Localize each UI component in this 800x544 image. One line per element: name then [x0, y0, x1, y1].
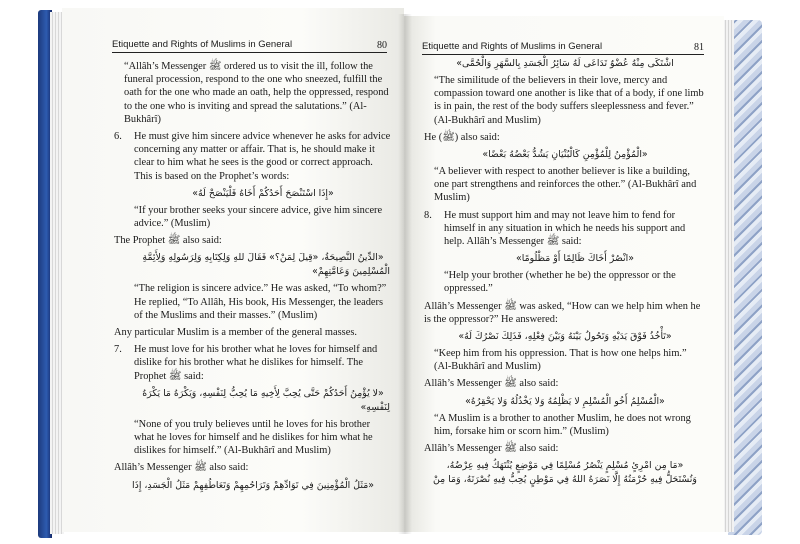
right-page-content — [424, 56, 706, 490]
paragraph: Any particular Muslim is a member of the general masses. — [114, 327, 357, 339]
narration-intro: Allâh’s Messenger ﷺ was asked, “How can we help him when he is the oppressor?” He answered: — [424, 300, 701, 325]
item-text: He must support him and may not leave him to fend for himself in any situation in which he needs his support and help. Allâh’s Messenger ﷺ said: — [444, 209, 686, 248]
item-text: He must love for his brother what he loves for himself and dislike for his brother what he dislikes for himself. The Prophet ﷺ said: — [134, 344, 378, 382]
arabic-hadith: وَتُسْتَحَلُّ فِيهِ حُرْمَتُهُ إِلَّا نَصَرَهُ اللهُ فِي مَوْطِنٍ يُحِبُّ فِيهِ نُصْرَتَهُ، وَمَا مِنْ — [433, 474, 697, 486]
hadith-translation: “Keep him from his oppression. That is how one helps him.” (Al-Bukhârî and Muslim) — [434, 348, 687, 373]
hadith-translation: “A believer with respect to another believer is like a building, one part strengthens and reinforces the other.” (Al-Bukhârî and Muslim) — [434, 166, 697, 204]
list-item-8 — [424, 209, 706, 296]
left-page-content — [114, 60, 392, 496]
hadith-translation: “The religion is sincere advice.” He was asked, “To whom?” He replied, “To Allâh, His book, His Messenger, the leaders of the Muslims and their masses.” (Muslim) — [134, 283, 387, 321]
list-item-7 — [114, 343, 392, 457]
narration-intro: He (ﷺ) also said: — [424, 131, 500, 143]
hadith-translation: “Help your brother (whether he be) the oppressor or the oppressed.” — [444, 270, 676, 295]
left-page-header — [112, 36, 387, 53]
hadith-translation: “If your brother seeks your sincere advice, give him sincere advice.” (Muslim) — [134, 204, 383, 230]
arabic-hadith: «مَا مِن امْرِئٍ مُسْلِمٍ يَنْصُرُ مُسْلِمًا فِي مَوْضِعٍ يُنْتَهَكُ فِيهِ عِرْضُهُ، — [446, 460, 684, 472]
hadith-translation: “The similitude of the believers in their love, mercy and compassion toward one another is like that of a body, if one limb is in pain, the rest of the body suffers sleeplessness and fever.” (Al-Bukhârî and Muslim) — [434, 75, 704, 126]
page-number: 80 — [377, 40, 387, 51]
item-number: 8. — [424, 209, 432, 221]
arabic-hadith: الْمُسْلِمِينَ وَعَامَّتِهِمْ» — [312, 266, 390, 278]
page-number: 81 — [694, 42, 704, 53]
arabic-hadith: «الْمُسْلِمُ أَخُو الْمُسْلِمِ لا يَظْلِمُهُ وَلا يَخْذُلُهُ وَلا يَحْقِرُهُ» — [465, 395, 665, 407]
running-title: Etiquette and Rights of Muslims in General — [112, 39, 293, 50]
running-title: Etiquette and Rights of Muslims in General — [422, 41, 603, 52]
arabic-hadith: «مَثَلُ الْمُؤْمِنِينَ فِي تَوَادِّهِمْ وَتَرَاحُمِهِمْ وَتَعَاطُفِهِمْ مَثَلُ الْجَسَدِ، إِذَا — [132, 479, 374, 491]
item-number: 6. — [114, 131, 122, 143]
book-gutter-shadow — [398, 14, 412, 534]
narration-intro: Allâh’s Messenger ﷺ also said: — [424, 443, 559, 455]
right-page — [404, 16, 724, 532]
arabic-hadith: لِنَفْسِهِ» — [360, 401, 390, 413]
right-page-header — [422, 38, 704, 55]
arabic-hadith: اشْتَكَى مِنْهُ عُضْوٌ تَدَاعَى لَهُ سَائِرُ الْجَسَدِ بِالسَّهَرِ وَالْحُمَّى» — [456, 58, 674, 69]
item-number: 7. — [114, 344, 122, 356]
item-text: He must give him sincere advice whenever he asks for advice concerning any matter or affair. That is, he should make it clear to him what he sees is the good or correct approach. This is based on the Prophet’s words: — [134, 131, 391, 182]
hadith-translation: “A Muslim is a brother to another Muslim, he does not wrong him, forsake him or scorn him.” (Muslim) — [434, 412, 691, 437]
narration-intro: Allâh’s Messenger ﷺ also said: — [424, 378, 559, 390]
arabic-hadith: «إِذَا اسْتَنْصَحَ أَحَدُكُمْ أَخَاهُ فَلْيَنْصَحْ لَهُ» — [192, 187, 334, 199]
hadith-translation: “Allâh’s Messenger ﷺ ordered us to visit the ill, follow the funeral procession, respond to the one who sneezed, fulfill the oath for the one who made an oath, help the oppressed, respond to the one who is inviting and spread the salutations.” (Al-Bukhârî) — [124, 61, 389, 125]
left-page — [62, 8, 404, 532]
arabic-hadith: «الْمُؤْمِنُ لِلْمُؤْمِنِ كَالْبُنْيَانِ يَشُدُّ بَعْضُهُ بَعْضًا» — [482, 149, 648, 161]
list-item-6 — [114, 130, 392, 230]
hadith-translation: “None of you truly believes until he loves for his brother what he loves for himself and he dislikes for him what he dislikes for himself.” (Al-Bukhârî and Muslim) — [134, 418, 373, 457]
narration-intro: Allâh’s Messenger ﷺ also said: — [114, 462, 249, 474]
arabic-hadith: «تَأْخُذُ فَوْقَ يَدَيْهِ وَتَحُولُ بَيْنَهُ وَبَيْنَ فِعْلِهِ، فَذَلِكَ نَصْرُكَ لَهُ» — [458, 331, 672, 343]
arabic-hadith: «الدِّينُ النَّصِيحَةُ، «قِيلَ لِمَنْ؟» فَقَالَ للهِ وَلِكِتَابِهِ وَلِرَسُولِهِ وَلِأَئِمَّةِ — [142, 252, 384, 264]
narration-intro: The Prophet ﷺ also said: — [114, 235, 222, 247]
arabic-hadith: «انْصُرْ أَخَاكَ ظَالِمًا أَوْ مَظْلُومًا» — [515, 253, 634, 265]
arabic-hadith: «لا يُؤْمِنُ أَحَدُكُمْ حَتَّى يُحِبَّ لِأَخِيهِ مَا يُحِبُّ لِنَفْسِهِ، وَيَكْرَهُ مَا يَكْرَهُ — [142, 387, 384, 399]
